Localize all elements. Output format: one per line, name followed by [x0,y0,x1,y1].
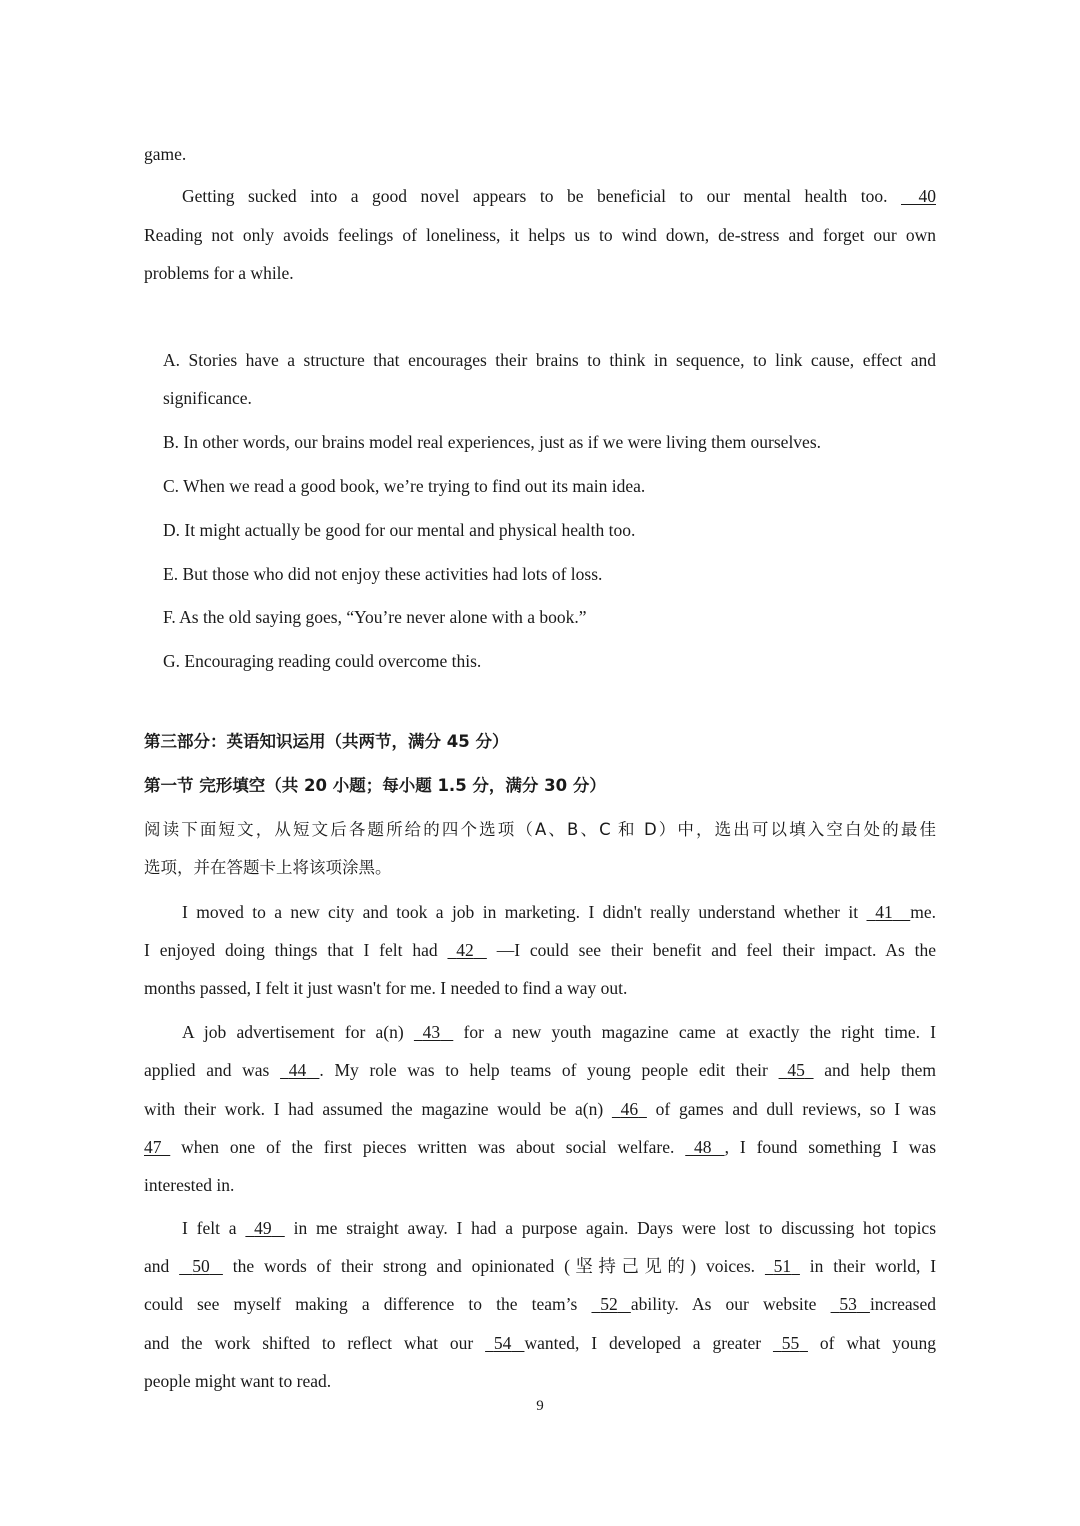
option-a-cont: significance. [163,388,252,408]
cloze-line: 47 when one of the first pieces written was about social welfare. 48 , I found something I was [144,1137,937,1157]
blank-52: 52 [600,1294,618,1314]
cloze-line: I moved to a new city and took a job in marketing. I didn't really understand whether it 41 me. [182,902,937,922]
blank-43: 43 [422,1022,441,1042]
blank-45: 45 [787,1060,805,1080]
cloze-line: I enjoyed doing things that I felt had 42 —I could see their benefit and feel their impact. As the [144,940,937,960]
instructions: 选项，并在答题卡上将该项涂黑。 [144,858,392,877]
passage-line: game. [144,144,187,164]
section-title: 第一节 完形填空（共 20 小题；每小题 1.5 分，满分 30 分） [144,776,606,795]
cloze-line: I felt a 49 in me straight away. I had a purpose again. Days were lost to discussing hot topics [182,1218,937,1238]
cloze-line: and the work shifted to reflect what our 54 wanted, I developed a greater 55 of what young [144,1333,937,1353]
option-c: C. When we read a good book, we’re trying to find out its main idea. [163,476,646,496]
blank-44: 44 [288,1060,307,1080]
option-e: E. But those who did not enjoy these activities had lots of loss. [163,564,603,584]
cloze-line: could see myself making a difference to the team’s 52 ability. As our website 53 increased [144,1294,937,1314]
cloze-line: A job advertisement for a(n) 43 for a new youth magazine came at exactly the right time. I [182,1022,937,1042]
option-f: F. As the old saying goes, “You’re never alone with a book.” [163,607,587,627]
cloze-line: and 50 the words of their strong and opinionated (坚持己见的) voices. 51 in their world, I [144,1256,937,1276]
option-a: A. Stories have a structure that encourages their brains to think in sequence, to link cause, effect and [163,350,936,370]
part-title: 第三部分：英语知识运用（共两节，满分 45 分） [144,732,509,751]
blank-49: 49 [254,1218,272,1238]
blank-41: 41 [875,902,893,922]
blank-53: 53 [839,1294,857,1314]
cloze-line: interested in. [144,1175,235,1195]
cloze-line: with their work. I had assumed the magazine would be a(n) 46 of games and dull reviews, so I was [144,1099,937,1119]
passage-line: problems for a while. [144,263,294,283]
blank-48: 48 [693,1137,712,1157]
page-number: 9 [536,1398,544,1414]
cloze-line: people might want to read. [144,1371,332,1391]
option-b: B. In other words, our brains model real experiences, just as if we were living them ourselves. [163,432,822,452]
blank-50: 50 [192,1256,210,1276]
instructions: 阅读下面短文，从短文后各题所给的四个选项（A、B、C 和 D）中，选出可以填入空白处的最佳 [144,820,936,839]
cloze-line: applied and was 44 . My role was to help teams of young people edit their 45 and help them [144,1060,937,1080]
blank-47: 47 [144,1137,162,1157]
passage-line: Reading not only avoids feelings of loneliness, it helps us to wind down, de-stress and forget our own [144,225,936,245]
blank-55: 55 [781,1333,800,1353]
blank-51: 51 [773,1256,792,1276]
option-g: G. Encouraging reading could overcome this. [163,651,482,671]
blank-46: 46 [620,1099,639,1119]
option-d: D. It might actually be good for our mental and physical health too. [163,520,636,540]
cloze-line: months passed, I felt it just wasn't for me. I needed to find a way out. [144,978,628,998]
passage-line: Getting sucked into a good novel appears to be beneficial to our mental health too. 40 [182,186,936,206]
blank-54: 54 [493,1333,512,1353]
blank-42: 42 [456,940,474,960]
blank-40: 40 [918,186,936,206]
